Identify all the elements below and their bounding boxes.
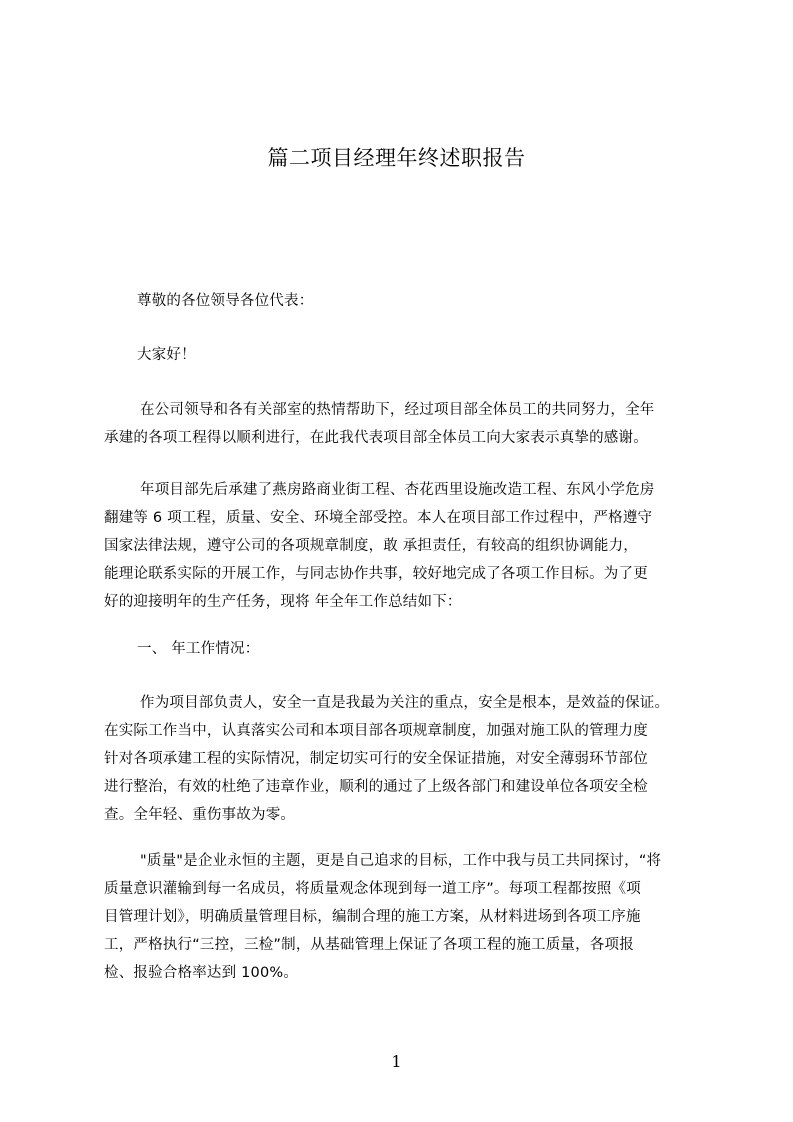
paragraph-line: 年项目部先后承建了燕房路商业街工程、杏花西里设施改造工程、东风小学危房 [140,482,655,498]
paragraph-safety [104,689,669,829]
section-heading [137,635,259,663]
paragraph-line: 承建的各项工程得以顺利进行，在此我代表项目部全体员工向大家表示真挚的感谢。 [104,430,648,446]
document-title: 篇二项目经理年终述职报告 [267,146,526,170]
hello [137,341,196,369]
section-heading-text: 一、 年工作情况： [137,641,260,657]
paragraph-line: 在公司领导和各有关部室的热情帮助下，经过项目部全体员工的共同努力，全年 [140,402,655,418]
paragraph-line: 作为项目部负责人，安全一直是我最为关注的重点，安全是根本，是效益的保证。 [140,695,670,711]
paragraph-line: 查。全年轻、重伤事故为零。 [104,807,296,823]
paragraph-projects [104,476,655,616]
paragraph-line: 能理论联系实际的开展工作，与同志协作共事，较好地完成了各项工作目标。为了更 [104,566,648,582]
paragraph-line: "质量"是企业永恒的主题，更是自己追求的目标，工作中我与员工共同探讨，“将 [140,853,662,869]
paragraph-line: 翻建等 6 项工程，质量、安全、环境全部受控。本人在项目部工作过程中，严格遵守 [104,510,653,526]
paragraph-line: 工，严格执行“三控，三检”制，从基础管理上保证了各项工程的施工质量，各项报 [104,937,634,953]
paragraph-line: 质量意识灌输到每一名成员，将质量观念体现到每一道工序”。每项工程都按照《项 [104,881,641,897]
hello-text: 大家好！ [137,347,196,363]
paragraph-line: 国家法律法规，遵守公司的各项规章制度，敢 承担责任，有较高的组织协调能力， [104,538,639,554]
paragraph-quality [104,847,661,987]
greeting-text: 尊敬的各位领导各位代表： [137,293,314,309]
paragraph-line: 进行整治，有效的杜绝了违章作业，顺利的通过了上级各部门和建设单位各项安全检 [104,779,648,795]
paragraph-line: 目管理计划》，明确质量管理目标，编制合理的施工方案，从材料进场到各项工序施 [104,909,641,925]
page-number: 1 [391,1052,402,1071]
paragraph-line: 检、报验合格率达到 100%。 [104,965,299,981]
greeting [137,287,313,315]
paragraph-line: 在实际工作当中，认真落实公司和本项目部各项规章制度，加强对施工队的管理力度 [104,723,648,739]
paragraph-line: 好的迎接明年的生产任务，现将 年全年工作总结如下： [104,594,462,610]
paragraph-line: 针对各项承建工程的实际情况，制定切实可行的安全保证措施，对安全薄弱环节部位 [104,751,648,767]
paragraph-thanks [104,396,655,452]
